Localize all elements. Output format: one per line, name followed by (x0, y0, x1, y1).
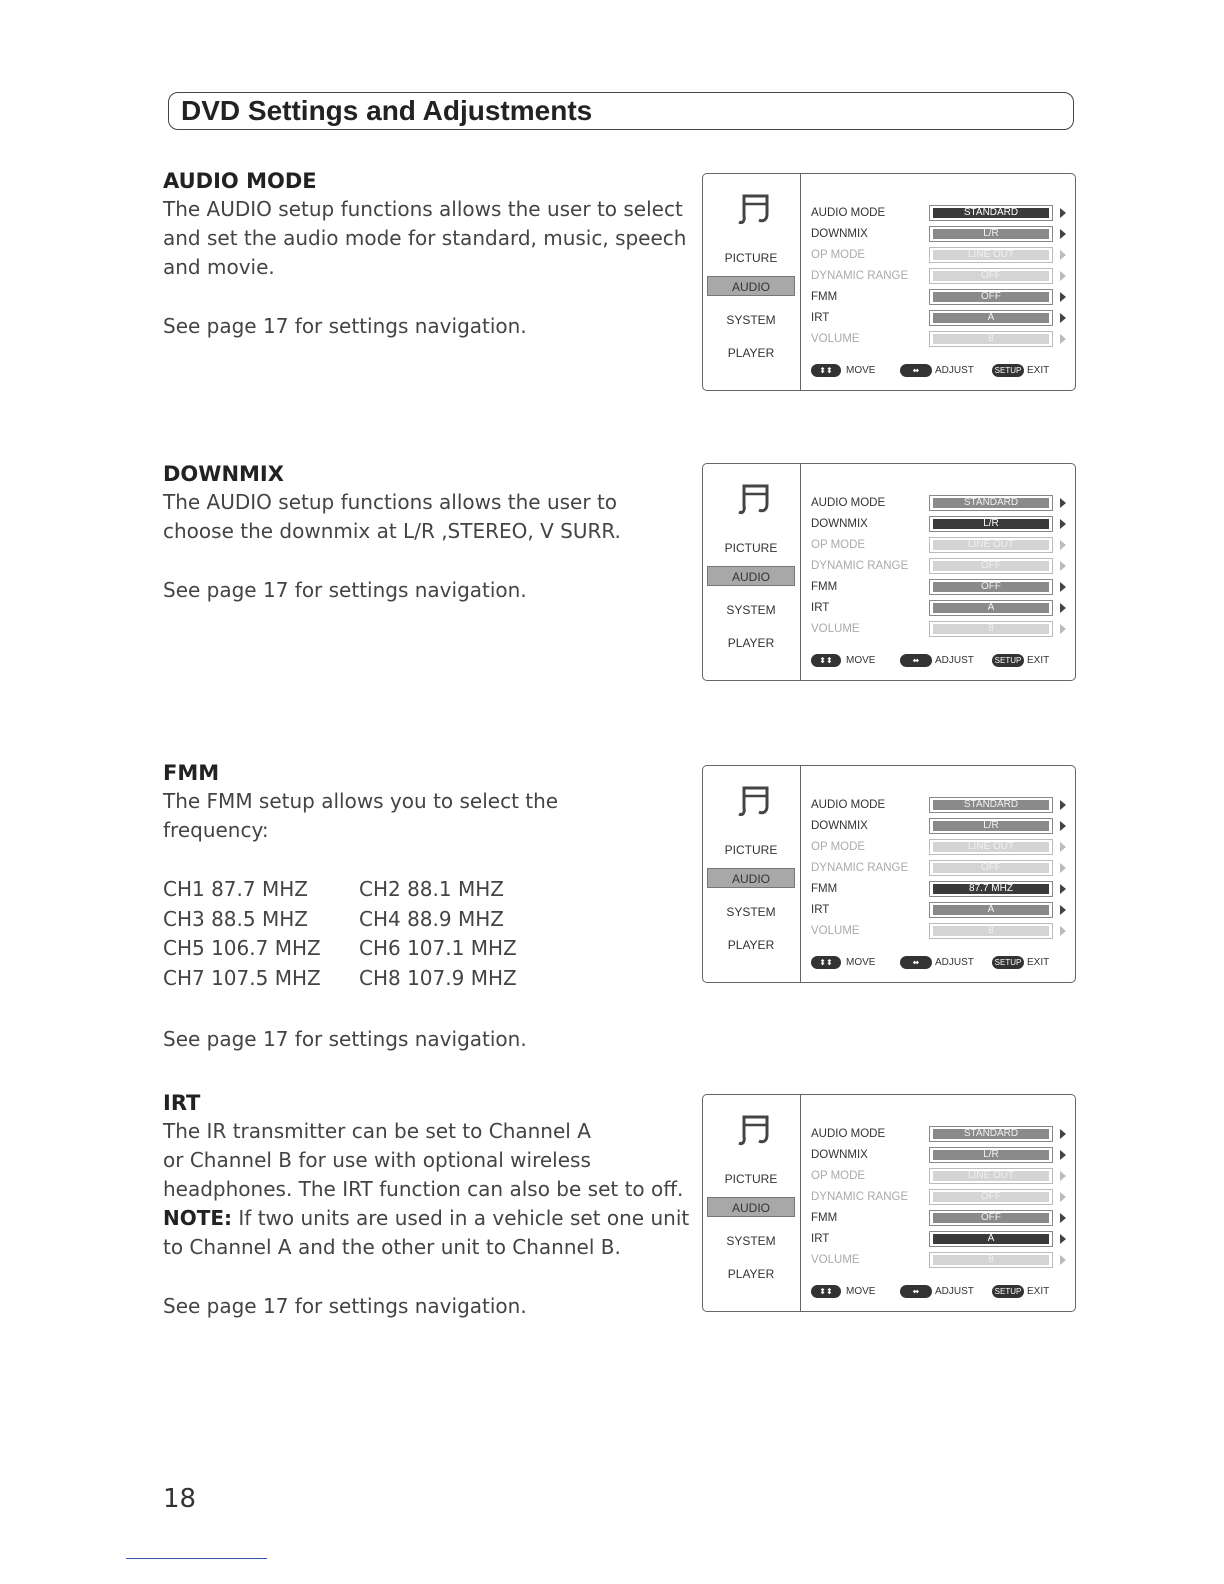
osd-row-label: IRT (811, 904, 830, 916)
right-arrow-icon[interactable] (1060, 863, 1066, 873)
adjust-hint: ADJUST (935, 655, 974, 666)
osd-row-value: OFF (933, 1192, 1049, 1202)
osd-row-value: OFF (933, 271, 1049, 281)
osd-row-value: 8 (933, 624, 1049, 634)
osd-row-value-box[interactable] (929, 268, 1053, 284)
osd-row-value-box[interactable] (929, 226, 1053, 242)
move-hint: MOVE (846, 365, 876, 376)
osd-menu-item-player[interactable]: PLAYER (727, 1267, 775, 1281)
osd-row-value-box[interactable] (929, 331, 1053, 347)
osd-row-value: 8 (933, 1255, 1049, 1265)
right-arrow-icon[interactable] (1060, 905, 1066, 915)
osd-menu-item-system[interactable]: SYSTEM (726, 313, 776, 327)
setup-key-icon: SETUP (992, 1285, 1024, 1298)
osd-menu-item-player[interactable]: PLAYER (727, 938, 775, 952)
osd-menu-item-system[interactable]: SYSTEM (726, 905, 776, 919)
osd-row-label: IRT (811, 1233, 830, 1245)
section-irt (163, 1089, 693, 1321)
frequency-row (163, 875, 693, 905)
osd-row-label: VOLUME (811, 333, 860, 345)
osd-row-value-box[interactable] (929, 310, 1053, 326)
setup-key-icon: SETUP (992, 654, 1024, 667)
music-note-logo-icon (731, 1113, 771, 1147)
osd-audio-panel (702, 463, 1076, 681)
body-line: The FMM setup allows you to select the (163, 789, 559, 813)
updown-key-icon: ⬍⬍ (811, 364, 841, 377)
osd-row-label: OP MODE (811, 249, 866, 261)
osd-row-value: OFF (933, 863, 1049, 873)
right-arrow-icon[interactable] (1060, 1234, 1066, 1244)
osd-row-value-box[interactable] (929, 839, 1053, 855)
osd-row-label: DOWNMIX (811, 228, 868, 240)
right-arrow-icon[interactable] (1060, 561, 1066, 571)
exit-hint: EXIT (1027, 655, 1050, 666)
exit-hint: EXIT (1027, 365, 1050, 376)
frequency-cell: CH2 88.1 MHZ (359, 877, 504, 901)
leftright-key-icon: ⬌ (900, 654, 932, 667)
osd-row-value: 8 (933, 926, 1049, 936)
osd-menu-sidebar (703, 174, 801, 390)
right-arrow-icon[interactable] (1060, 603, 1066, 613)
osd-menu-item-player[interactable]: PLAYER (727, 346, 775, 360)
osd-row-value-box[interactable] (929, 1231, 1053, 1247)
osd-menu-item-audio[interactable]: AUDIO (707, 566, 795, 586)
page-title: DVD Settings and Adjustments (181, 95, 593, 126)
osd-row-value: STANDARD (933, 1129, 1049, 1139)
osd-row-value: LINE OUT (933, 1171, 1049, 1181)
body-line: frequency: (163, 818, 269, 842)
osd-menu-item-picture[interactable]: PICTURE (724, 251, 778, 265)
osd-row-value-box[interactable] (929, 881, 1053, 897)
osd-row-value-box[interactable] (929, 495, 1053, 511)
osd-row-label: AUDIO MODE (811, 207, 886, 219)
osd-row-value: A (933, 313, 1049, 323)
osd-row-value-box[interactable] (929, 205, 1053, 221)
right-arrow-icon[interactable] (1060, 926, 1066, 936)
osd-menu-item-picture[interactable]: PICTURE (724, 541, 778, 555)
right-arrow-icon[interactable] (1060, 624, 1066, 634)
osd-row-value: L/R (933, 1150, 1049, 1160)
osd-row-value-box[interactable] (929, 797, 1053, 813)
osd-row-value: STANDARD (933, 208, 1049, 218)
frequency-cell: CH3 88.5 MHZ (163, 906, 308, 931)
osd-row-label: DOWNMIX (811, 518, 868, 530)
body-line: choose the downmix at L/R ,STEREO, V SURR. (163, 519, 621, 543)
move-hint: MOVE (846, 957, 876, 968)
updown-key-icon: ⬍⬍ (811, 956, 841, 969)
osd-menu-item-audio[interactable]: AUDIO (707, 276, 795, 296)
body-line: or Channel B for use with optional wireless (163, 1148, 591, 1172)
section-audio-mode (163, 167, 693, 341)
osd-row-label: DYNAMIC RANGE (811, 560, 909, 572)
frequency-row (163, 964, 693, 994)
osd-menu-item-system[interactable]: SYSTEM (726, 1234, 776, 1248)
osd-row-label: DOWNMIX (811, 820, 868, 832)
osd-row-value-box[interactable] (929, 558, 1053, 574)
section-heading: AUDIO MODE (163, 169, 317, 193)
osd-row-label: DOWNMIX (811, 1149, 868, 1161)
adjust-hint: ADJUST (935, 365, 974, 376)
leftright-key-icon: ⬌ (900, 956, 932, 969)
osd-menu-sidebar (703, 464, 801, 680)
osd-menu-item-system[interactable]: SYSTEM (726, 603, 776, 617)
osd-row-value: A (933, 905, 1049, 915)
frequency-cell: CH5 106.7 MHZ (163, 936, 321, 960)
osd-row-value-box[interactable] (929, 818, 1053, 834)
body-line: The IR transmitter can be set to Channel A (163, 1119, 591, 1143)
osd-row-value: STANDARD (933, 498, 1049, 508)
right-arrow-icon[interactable] (1060, 271, 1066, 281)
right-arrow-icon[interactable] (1060, 498, 1066, 508)
exit-hint: EXIT (1027, 957, 1050, 968)
osd-row-label: DYNAMIC RANGE (811, 1191, 909, 1203)
frequency-cell: CH4 88.9 MHZ (359, 906, 504, 931)
osd-row-label: AUDIO MODE (811, 799, 886, 811)
osd-row-value: LINE OUT (933, 842, 1049, 852)
osd-row-value-box[interactable] (929, 1168, 1053, 1184)
body-line: and movie. (163, 255, 275, 279)
osd-row-value: OFF (933, 292, 1049, 302)
osd-row-value-box[interactable] (929, 289, 1053, 305)
right-arrow-icon[interactable] (1060, 1171, 1066, 1181)
osd-row-value: OFF (933, 582, 1049, 592)
frequency-cell: CH8 107.9 MHZ (359, 965, 517, 990)
body-line: and set the audio mode for standard, music, speech (163, 226, 687, 250)
right-arrow-icon[interactable] (1060, 229, 1066, 239)
section-heading: IRT (163, 1091, 201, 1115)
leftright-key-icon: ⬌ (900, 364, 932, 377)
osd-row-label: VOLUME (811, 925, 860, 937)
right-arrow-icon[interactable] (1060, 842, 1066, 852)
osd-menu-item-player[interactable]: PLAYER (727, 636, 775, 650)
osd-row-value: A (933, 603, 1049, 613)
frequency-row (163, 905, 693, 935)
move-hint: MOVE (846, 655, 876, 666)
osd-row-label: FMM (811, 581, 838, 593)
bottom-rule (126, 1558, 267, 1559)
right-arrow-icon[interactable] (1060, 313, 1066, 323)
osd-audio-panel (702, 1094, 1076, 1312)
osd-audio-panel (702, 173, 1076, 391)
right-arrow-icon[interactable] (1060, 292, 1066, 302)
note-text: If two units are used in a vehicle set one unit (232, 1206, 690, 1230)
osd-menu-item-audio[interactable]: AUDIO (707, 868, 795, 888)
note-line: to Channel A and the other unit to Channel B. (163, 1235, 621, 1259)
right-arrow-icon[interactable] (1060, 582, 1066, 592)
right-arrow-icon[interactable] (1060, 519, 1066, 529)
frequency-cell: CH6 107.1 MHZ (359, 936, 517, 960)
setup-key-icon: SETUP (992, 364, 1024, 377)
osd-row-value: A (933, 1234, 1049, 1244)
updown-key-icon: ⬍⬍ (811, 654, 841, 667)
right-arrow-icon[interactable] (1060, 250, 1066, 260)
section-title-bar (168, 92, 1074, 130)
osd-row-value-box[interactable] (929, 1147, 1053, 1163)
body-line: The AUDIO setup functions allows the user to select (163, 197, 683, 221)
osd-row-label: DYNAMIC RANGE (811, 270, 909, 282)
osd-row-value: LINE OUT (933, 540, 1049, 550)
osd-row-label: VOLUME (811, 623, 860, 635)
osd-row-value-box[interactable] (929, 247, 1053, 263)
note-label: NOTE: (163, 1206, 233, 1230)
osd-row-value: L/R (933, 821, 1049, 831)
see-page-note: See page 17 for settings navigation. (163, 1294, 527, 1318)
right-arrow-icon[interactable] (1060, 1129, 1066, 1139)
osd-menu-sidebar (703, 1095, 801, 1311)
see-page-note: See page 17 for settings navigation. (163, 578, 527, 602)
frequency-row (163, 934, 693, 964)
frequency-table (163, 875, 693, 993)
osd-row-value: OFF (933, 561, 1049, 571)
osd-row-value: L/R (933, 229, 1049, 239)
right-arrow-icon[interactable] (1060, 540, 1066, 550)
updown-key-icon: ⬍⬍ (811, 1285, 841, 1298)
right-arrow-icon[interactable] (1060, 1192, 1066, 1202)
osd-row-value: 8 (933, 334, 1049, 344)
osd-row-value-box[interactable] (929, 1189, 1053, 1205)
osd-row-label: FMM (811, 1212, 838, 1224)
section-heading: FMM (163, 761, 220, 785)
right-arrow-icon[interactable] (1060, 884, 1066, 894)
osd-menu-item-audio[interactable]: AUDIO (707, 1197, 795, 1217)
osd-menu-item-picture[interactable]: PICTURE (724, 1172, 778, 1186)
osd-row-label: IRT (811, 312, 830, 324)
osd-row-label: FMM (811, 883, 838, 895)
osd-row-value-box[interactable] (929, 1126, 1053, 1142)
setup-key-icon: SETUP (992, 956, 1024, 969)
right-arrow-icon[interactable] (1060, 821, 1066, 831)
osd-row-label: IRT (811, 602, 830, 614)
osd-row-value: OFF (933, 1213, 1049, 1223)
music-note-logo-icon (731, 482, 771, 516)
exit-hint: EXIT (1027, 1286, 1050, 1297)
see-page-note: See page 17 for settings navigation. (163, 314, 527, 338)
osd-row-value-box[interactable] (929, 1210, 1053, 1226)
osd-row-label: OP MODE (811, 841, 866, 853)
osd-audio-panel (702, 765, 1076, 983)
osd-row-value: L/R (933, 519, 1049, 529)
osd-row-value-box[interactable] (929, 1252, 1053, 1268)
osd-row-value-box[interactable] (929, 579, 1053, 595)
osd-row-label: AUDIO MODE (811, 1128, 886, 1140)
osd-row-label: OP MODE (811, 1170, 866, 1182)
osd-row-label: DYNAMIC RANGE (811, 862, 909, 874)
right-arrow-icon[interactable] (1060, 800, 1066, 810)
osd-menu-item-picture[interactable]: PICTURE (724, 843, 778, 857)
body-line: The AUDIO setup functions allows the user to (163, 490, 618, 514)
right-arrow-icon[interactable] (1060, 1255, 1066, 1265)
music-note-logo-icon (731, 192, 771, 226)
section-heading: DOWNMIX (163, 462, 284, 486)
osd-row-label: OP MODE (811, 539, 866, 551)
osd-row-value-box[interactable] (929, 923, 1053, 939)
osd-row-label: FMM (811, 291, 838, 303)
osd-row-value-box[interactable] (929, 516, 1053, 532)
osd-menu-sidebar (703, 766, 801, 982)
osd-row-value-box[interactable] (929, 537, 1053, 553)
frequency-cell: CH1 87.7 MHZ (163, 877, 308, 901)
leftright-key-icon: ⬌ (900, 1285, 932, 1298)
osd-row-value: STANDARD (933, 800, 1049, 810)
right-arrow-icon[interactable] (1060, 1213, 1066, 1223)
note-line (163, 1204, 693, 1233)
osd-row-value-box[interactable] (929, 860, 1053, 876)
move-hint: MOVE (846, 1286, 876, 1297)
music-note-logo-icon (731, 784, 771, 818)
right-arrow-icon[interactable] (1060, 208, 1066, 218)
osd-row-value: 87.7 MHZ (933, 884, 1049, 894)
section-downmix (163, 460, 693, 605)
osd-row-label: AUDIO MODE (811, 497, 886, 509)
page-number: 18 (163, 1484, 197, 1514)
osd-row-label: VOLUME (811, 1254, 860, 1266)
frequency-cell: CH7 107.5 MHZ (163, 965, 321, 990)
osd-row-value-box[interactable] (929, 902, 1053, 918)
adjust-hint: ADJUST (935, 1286, 974, 1297)
adjust-hint: ADJUST (935, 957, 974, 968)
osd-row-value: LINE OUT (933, 250, 1049, 260)
body-line: headphones. The IRT function can also be set to off. (163, 1177, 684, 1201)
right-arrow-icon[interactable] (1060, 334, 1066, 344)
osd-row-value-box[interactable] (929, 600, 1053, 616)
right-arrow-icon[interactable] (1060, 1150, 1066, 1160)
section-fmm (163, 759, 693, 1054)
see-page-note: See page 17 for settings navigation. (163, 1027, 527, 1051)
osd-row-value-box[interactable] (929, 621, 1053, 637)
